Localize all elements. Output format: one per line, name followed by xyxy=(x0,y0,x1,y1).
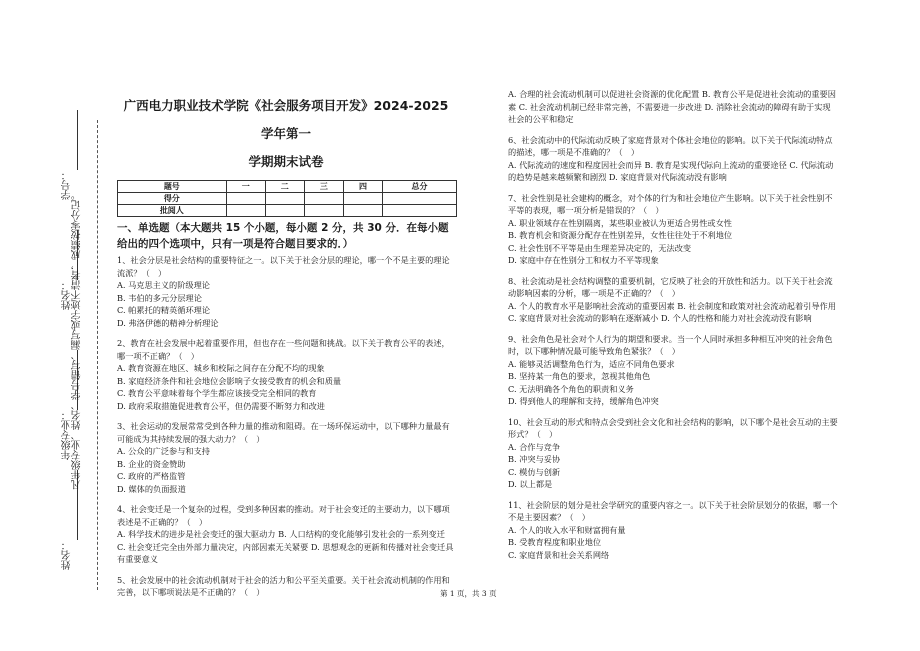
answer-option[interactable]: C. 帕累托的精英循环理论 xyxy=(117,305,211,315)
answer-option[interactable]: A. 公众的广泛参与和支持 xyxy=(117,446,210,456)
reviewer-cell[interactable] xyxy=(343,205,382,217)
answer-option[interactable]: A. 个人的收入水平和财富拥有量 xyxy=(508,524,626,535)
reviewer-row xyxy=(118,205,457,217)
student-id-label: 学号： xyxy=(62,170,73,200)
question-stem: 8、社会流动是社会结构调整的重要机制，它反映了社会的开放性和活力。以下关于社会流动影响因素的分析，哪一项是不正确的？（ ） xyxy=(508,275,833,298)
question-stem: 3、社会运动的发展常常受到各种力量的推动和阻碍。在一场环保运动中，以下哪种力量最有可能成为其持续发展的强大动力？（ ） xyxy=(117,421,450,444)
score-header-cell: 三 xyxy=(304,181,343,193)
answer-option[interactable]: D. 家庭中存在性别分工和权力不平等现象 xyxy=(508,255,659,265)
answer-option[interactable]: B. 坚持某一角色的要求，忽视其他角色 xyxy=(508,371,651,381)
score-header-cell: 总分 xyxy=(383,181,457,193)
score-header-cell: 一 xyxy=(226,181,265,193)
question-block xyxy=(508,416,838,491)
score-table xyxy=(117,180,457,217)
question-gap xyxy=(508,126,838,134)
score-table-header xyxy=(118,181,457,193)
page-footer: 第 1 页，共 3 页 xyxy=(440,589,497,598)
question-gap xyxy=(508,408,838,416)
answer-option[interactable]: D. 得到他人的理解和支持，缓解角色冲突 xyxy=(508,396,659,406)
answer-option[interactable]: A. 马克思主义的阶级理论 xyxy=(117,280,210,290)
score-cell[interactable] xyxy=(383,193,457,205)
answer-option[interactable]: B. 冲突与妥协 xyxy=(508,454,561,464)
answer-option[interactable]: A. 科学技术的进步是社会变迁的强大驱动力 B. 人口结构的变化能够引发社会的一系列变迁 C. 社会变迁完全由外部力量决定，内部因素无关紧要 D. 思想观念的更新和传播对社会变迁具有重要意义 xyxy=(117,529,454,564)
question-gap xyxy=(508,491,838,499)
question-block xyxy=(117,254,455,329)
answer-option[interactable]: A. 合理的社会流动机制可以促进社会资源的优化配置 B. 教育公平是促进社会流动的重要因素 C. 社会流动机制已经非常完善，不需要进一步改进 D. 消除社会流动的障碍有助于实现社会的公平和稳定 xyxy=(508,89,836,124)
exam-title-line2: 学期期末试卷 xyxy=(248,154,324,169)
question-stem: 5、社会发展中的社会流动机制对于社会的活力和公平至关重要。关于社会流动机制的作用和完善，以下哪项说法是不正确的？（ ） xyxy=(117,574,450,597)
answer-option[interactable]: A. 合作与竞争 xyxy=(508,441,561,452)
question-block xyxy=(117,420,455,495)
score-cell[interactable] xyxy=(265,193,304,205)
answer-option[interactable]: C. 模仿与创新 xyxy=(508,466,561,477)
question-block xyxy=(508,499,838,562)
answer-option[interactable]: B. 受教育程度和职业地位 xyxy=(508,537,602,547)
answer-option[interactable]: A. 职业领域存在性别隔离，某些职业被认为更适合男性或女性 xyxy=(508,217,732,228)
question-stem: 9、社会角色是社会对个人行为的期望和要求。当一个人同时承担多种相互冲突的社会角色时，以下哪种情况最可能导致角色紧张？（ ） xyxy=(508,333,833,356)
answer-option[interactable]: C. 政府的严格监管 xyxy=(117,471,186,481)
question-stem: 10、社会互动的形式和特点会受到社会文化和社会结构的影响，以下哪个是社会互动的主要形式？（ ） xyxy=(508,416,838,439)
section-heading: 一、单选题（本大题共 15 个小题，每小题 2 分，共 30 分．在每小题给出的四个选项中，只有一项是符合题目要求的．） xyxy=(117,222,449,250)
score-header-cell: 二 xyxy=(265,181,304,193)
right-column xyxy=(508,88,838,569)
question-block xyxy=(117,337,455,412)
question-stem: 11、社会阶层的划分是社会学研究的重要内容之一。以下关于社会阶层划分的依据，哪一个不是主要因素？（ ） xyxy=(508,499,838,522)
question-gap xyxy=(117,599,455,607)
question-stem: 7、社会性别是社会建构的概念，对个体的行为和社会地位产生影响。以下关于社会性别不平等的表现，哪一项分析是错误的？（ ） xyxy=(508,192,833,215)
answer-option[interactable]: D. 弗洛伊德的精神分析理论 xyxy=(117,317,219,328)
exam-title-line1: 广西电力职业技术学院《社会服务项目开发》2024-2025 学年第一 xyxy=(123,98,449,141)
reviewer-cell[interactable] xyxy=(265,205,304,217)
binding-margin xyxy=(0,0,108,651)
answer-option[interactable]: B. 家庭经济条件和社会地位会影响子女接受教育的机会和质量 xyxy=(117,375,342,386)
question-gap xyxy=(508,325,838,333)
question-block xyxy=(508,192,838,267)
binding-note: 凡年级专业、姓名、学号错写、漏写或字迹不清者，成绩按零分记。 xyxy=(72,190,83,490)
question-list-left xyxy=(117,254,455,607)
question-stem: 1、社会分层是社会结构的重要特征之一。以下关于社会分层的理论，哪一个不是主要的理论流派？（ ） xyxy=(117,255,450,278)
answer-option[interactable]: A. 教育资源在地区、城乡和校际之间存在分配不均的现象 xyxy=(117,363,325,373)
score-cell[interactable] xyxy=(304,193,343,205)
score-cell[interactable] xyxy=(343,193,382,205)
answer-option[interactable]: C. 教育公平意味着每个学生都应该接受完全相同的教育 xyxy=(117,388,317,398)
score-cell[interactable] xyxy=(226,193,265,205)
answer-option[interactable]: D. 媒体的负面报道 xyxy=(117,483,186,494)
answer-option[interactable]: A. 代际流动的速度和程度因社会而异 B. 教育是实现代际向上流动的重要途径 C. 代际流动的趋势是越来越频繁和剧烈 D. 家庭背景对代际流动没有影响 xyxy=(508,159,834,182)
answer-option[interactable]: A. 能够灵活调整角色行为，适应不同角色要求 xyxy=(508,358,675,369)
question-gap xyxy=(508,267,838,275)
question-stem: 6、社会流动中的代际流动反映了家庭背景对个体社会地位的影响。以下关于代际流动特点的描述，哪一项是不准确的？（ ） xyxy=(508,134,833,157)
question-gap xyxy=(117,495,455,503)
left-column xyxy=(117,92,455,607)
reviewer-row-label: 批阅人 xyxy=(118,205,227,217)
answer-option[interactable]: D. 政府采取措施促进教育公平，但仍需要不断努力和改进 xyxy=(117,400,325,411)
answer-option[interactable]: C. 家庭背景和社会关系网络 xyxy=(508,549,610,560)
reviewer-cell[interactable] xyxy=(226,205,265,217)
answer-option[interactable]: B. 企业的资金赞助 xyxy=(117,458,186,469)
name-label-bottom: 姓名： xyxy=(62,540,73,570)
question-list-right xyxy=(508,88,838,569)
question-gap xyxy=(508,184,838,192)
question-block xyxy=(508,275,838,325)
question-block xyxy=(117,503,455,566)
answer-option[interactable]: C. 社会性别不平等是由生理差异决定的，无法改变 xyxy=(508,242,692,253)
reviewer-cell[interactable] xyxy=(383,205,457,217)
seal-dashed-line xyxy=(97,120,98,590)
answer-option[interactable]: B. 教育机会和资源分配存在性别差异，女性往往处于不利地位 xyxy=(508,230,733,240)
grade-major-label: 年级专业： xyxy=(62,410,73,460)
question-gap xyxy=(117,412,455,420)
score-header-cell: 四 xyxy=(343,181,382,193)
fill-line xyxy=(77,110,78,170)
question-block xyxy=(117,574,455,599)
answer-option[interactable]: D. 以上都是 xyxy=(508,479,553,489)
name-label: 姓名： xyxy=(62,280,73,310)
answer-option[interactable]: C. 无法明确各个角色的职责和义务 xyxy=(508,383,634,394)
question-stem: 2、教育在社会发展中起着重要作用，但也存在一些问题和挑战。以下关于教育公平的表述，哪一项不正确？（ ） xyxy=(117,338,450,361)
question-gap xyxy=(117,329,455,337)
reviewer-cell[interactable] xyxy=(304,205,343,217)
score-row-label: 得分 xyxy=(118,193,227,205)
score-header-cell: 题号 xyxy=(118,181,227,193)
question-stem: 4、社会变迁是一个复杂的过程，受到多种因素的推动。对于社会变迁的主要动力，以下哪项表述是不正确的？（ ） xyxy=(117,504,450,527)
question-gap xyxy=(117,566,455,574)
score-row xyxy=(118,193,457,205)
question-block xyxy=(508,333,838,408)
question-gap xyxy=(508,561,838,569)
question-block xyxy=(508,88,838,126)
answer-option[interactable]: B. 韦伯的多元分层理论 xyxy=(117,292,202,303)
question-block xyxy=(508,134,838,184)
answer-option[interactable]: A. 个人的教育水平是影响社会流动的重要因素 B. 社会制度和政策对社会流动起着引导作用 C. 家庭背景对社会流动的影响在逐渐减小 D. 个人的性格和能力对社会流动没有影响 xyxy=(508,300,836,323)
